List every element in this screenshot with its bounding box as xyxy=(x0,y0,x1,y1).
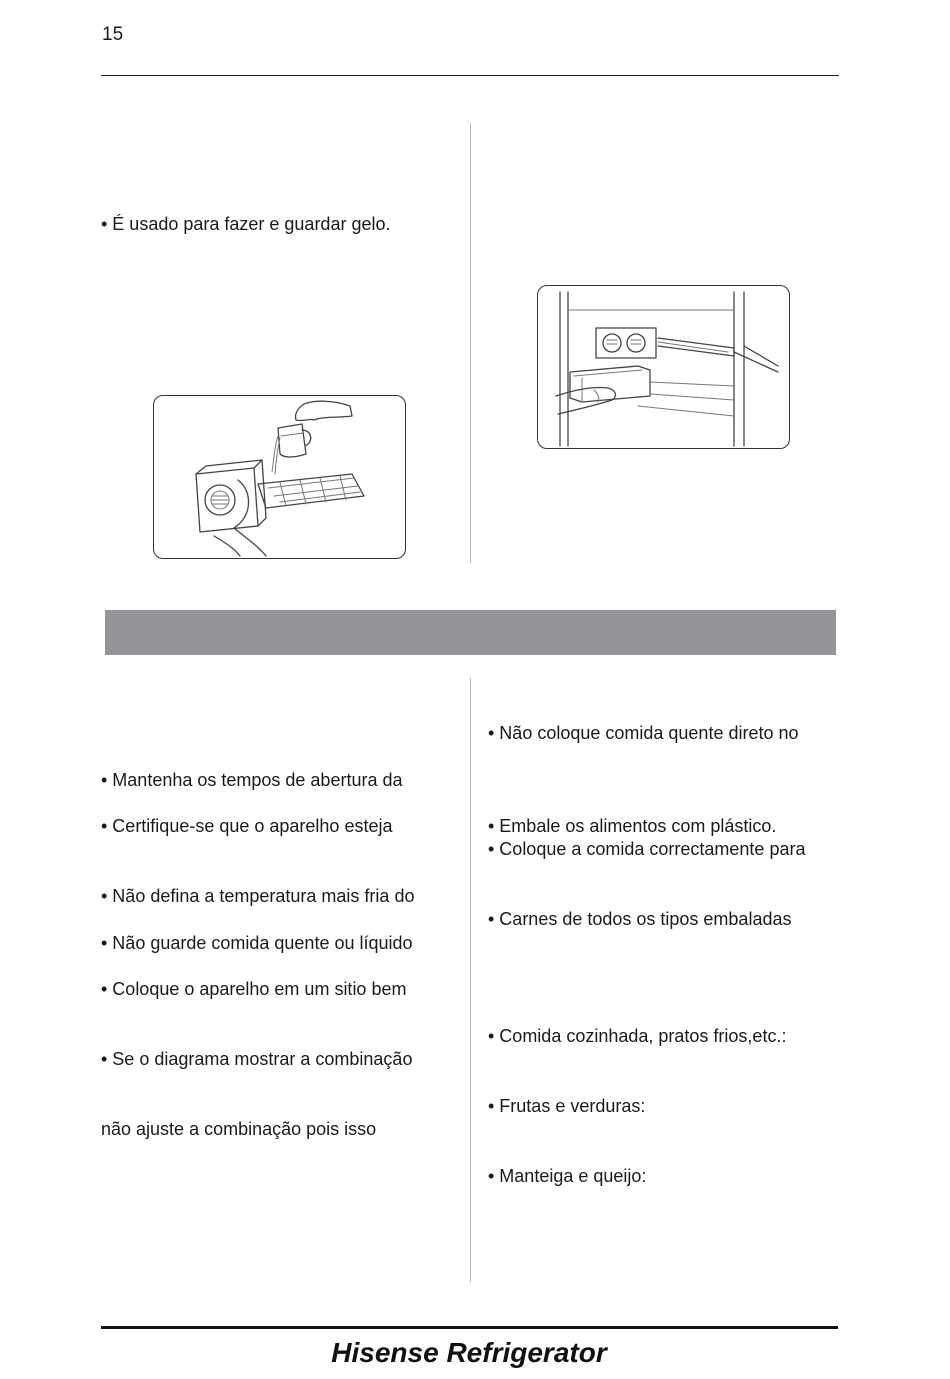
ice-tray-drawing xyxy=(154,396,405,558)
ice-drawer-illustration xyxy=(537,285,790,449)
hand-pulling-drawer xyxy=(556,387,615,414)
left-bullet-placement: • Coloque o aparelho em um sitio bem xyxy=(101,979,407,999)
right-bullet-fruits: • Frutas e verduras: xyxy=(488,1096,646,1116)
cabinet-left-wall xyxy=(560,292,568,446)
left-bullet-diagram: • Se o diagrama mostrar a combinação xyxy=(101,1049,413,1069)
dial-left xyxy=(603,334,621,352)
ice-maker-bullet: • É usado para fazer e guardar gelo. xyxy=(101,214,391,234)
right-bullet-hot-food: • Não coloque comida quente direto no xyxy=(488,723,799,743)
upper-column-divider xyxy=(470,123,471,563)
left-bullet-door-opening: • Mantenha os tempos de abertura da xyxy=(101,770,403,790)
right-bullet-place-food: • Coloque a comida correctamente para xyxy=(488,839,806,859)
right-bullet-butter: • Manteiga e queijo: xyxy=(488,1166,647,1186)
left-text-combination: não ajuste a combinação pois isso xyxy=(101,1119,377,1139)
water-jug xyxy=(278,424,306,457)
dial-right xyxy=(627,334,645,352)
lower-column-divider xyxy=(470,678,471,1282)
footer-brand: Hisense Refrigerator xyxy=(331,1337,607,1368)
right-bullet-meats: • Carnes de todos os tipos embaladas xyxy=(488,909,792,929)
section-header-band xyxy=(105,610,836,655)
door-edge xyxy=(734,346,778,372)
right-bullet-cooked-food: • Comida cozinhada, pratos frios,etc.: xyxy=(488,1026,787,1046)
left-bullet-appliance-check: • Certifique-se que o aparelho esteja xyxy=(101,816,393,836)
ice-maker-unit xyxy=(596,328,656,358)
left-bullet-temperature: • Não defina a temperatura mais fria do xyxy=(101,886,415,906)
footer-rule xyxy=(101,1326,838,1329)
cabinet-right-wall xyxy=(734,292,744,446)
ice-tray-illustration xyxy=(153,395,406,559)
supporting-hand xyxy=(234,480,249,528)
pouring-hand xyxy=(304,401,352,420)
page-number: 15 xyxy=(102,24,124,45)
left-bullet-hot-food: • Não guarde comida quente ou líquido xyxy=(101,933,413,953)
right-bullet-wrap-food: • Embale os alimentos com plástico. xyxy=(488,816,777,836)
header-rule xyxy=(101,75,839,76)
ice-drawer-drawing xyxy=(538,286,789,448)
